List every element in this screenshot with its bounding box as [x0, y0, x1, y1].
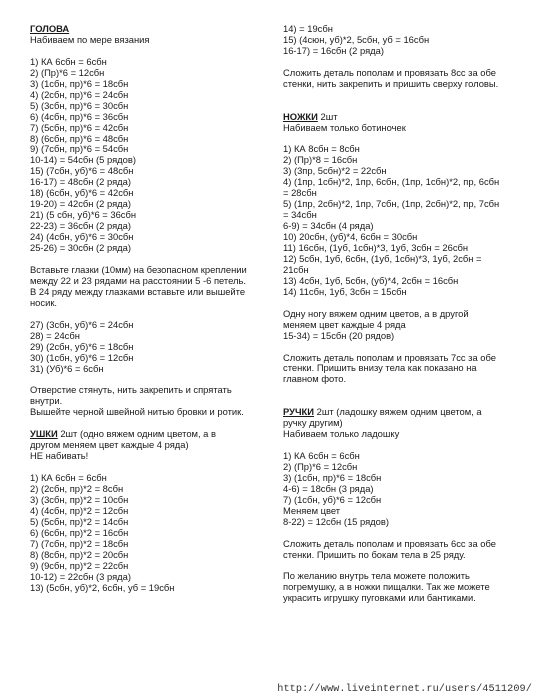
- pattern-row: 5) (1пр, 2сбн)*2, 1пр, 7сбн, (1пр, 2сбн)*2, пр, 7сбн: [283, 198, 500, 210]
- pattern-row: 2) (2сбн, пр)*2 = 8сбн: [30, 482, 124, 494]
- note-line: 15-34) = 15сбн (20 рядов): [283, 329, 395, 341]
- note-line: главном фото.: [283, 373, 347, 385]
- pattern-row: 5) (3сбн, пр)*6 = 30сбн: [30, 99, 129, 111]
- pattern-row: 2) (Пр)*6 = 12сбн: [283, 460, 358, 472]
- section-title-golova: ГОЛОВА: [30, 23, 70, 34]
- pattern-row: = 34сбн: [283, 209, 317, 221]
- ruchki-line-2: ручку другим): [283, 417, 343, 429]
- pattern-row: 6) (4сбн, пр)*6 = 36сбн: [30, 110, 129, 122]
- pattern-row: 31) (Уб)*6 = 6сбн: [30, 362, 104, 374]
- pattern-row: 7) (1сбн, уб)*6 = 12сбн: [283, 493, 382, 505]
- note-line: стенки, нить закрепить и пришить сверху головы.: [283, 77, 499, 89]
- ruchki-assembly-note: [283, 539, 528, 561]
- pattern-row: 5) (5сбн, пр)*2 = 14сбн: [30, 515, 129, 527]
- ushki-rows: [30, 473, 275, 593]
- pattern-row: 2) (Пр)*6 = 12сбн: [30, 66, 105, 78]
- pattern-row: 12) 5сбн, 1уб, 6сбн, (1уб, 1сбн)*3, 1уб, 2сбн =: [283, 252, 482, 264]
- pattern-row: 24) (4сбн, уб)*6 = 30сбн: [30, 231, 134, 243]
- pattern-row: 15) (7сбн, уб)*6 = 48сбн: [30, 165, 134, 177]
- pattern-row: 9) (9сбн, пр)*2 = 22сбн: [30, 559, 129, 571]
- pattern-row: 16-17) = 48сбн (2 ряда): [30, 176, 131, 188]
- pattern-row: 8) (6сбн, пр)*6 = 48сбн: [30, 132, 129, 144]
- pattern-row: 1) КА 6сбн = 6сбн: [283, 450, 360, 462]
- pattern-row: 1) КА 6сбн = 6сбн: [30, 55, 107, 67]
- pattern-row: 28) = 24сбн: [30, 329, 80, 341]
- pattern-row: 3) (1сбн, пр)*6 = 18сбн: [283, 471, 382, 483]
- pattern-row: 14) 11сбн, 1уб, 3сбн = 15сбн: [283, 285, 407, 297]
- ruchki-line-3: Набиваем только ладошку: [283, 428, 400, 440]
- pattern-row: 1) КА 6сбн = 6сбн: [30, 471, 107, 483]
- pattern-row: 10-14) = 54сбн (5 рядов): [30, 154, 136, 166]
- note-line: внутри.: [30, 395, 63, 407]
- pattern-row: 22-23) = 36сбн (2 ряда): [30, 220, 131, 232]
- golova-rows: [30, 57, 275, 254]
- pattern-row: 11) 16сбн, (1уб, 1сбн)*3, 1уб, 3сбн = 26сбн: [283, 242, 469, 253]
- nozhki-rows: [283, 144, 528, 297]
- nozhki-title-rest: 2шт: [317, 110, 338, 122]
- pattern-row: 30) (1сбн, уб)*6 = 12сбн: [30, 351, 134, 363]
- note-line: Вставьте глазки (10мм) на безопасном креплении: [30, 263, 247, 275]
- note-line: Одну ногу вяжем одним цветов, а в другой: [283, 307, 469, 319]
- section-title-nozhki: НОЖКИ: [283, 110, 318, 122]
- left-column: [30, 24, 275, 593]
- note-line: стенки. Пришить внизу тела как показано на: [283, 362, 477, 374]
- pattern-row: 6) (6сбн, пр)*2 = 16сбн: [30, 526, 129, 538]
- pattern-row: 7) (5сбн, пр)*6 = 42сбн: [30, 121, 129, 133]
- golova-finish-note: [30, 385, 275, 418]
- ushki-line-3: НЕ набивать!: [30, 450, 89, 462]
- note-line: Сложить деталь пополам и провязать 8сс за обе: [283, 66, 496, 78]
- section-title-ushki: УШКИ: [30, 428, 58, 440]
- pattern-row: Меняем цвет: [283, 504, 341, 516]
- pattern-row: 27) (3сбн, уб)*6 = 24сбн: [30, 318, 134, 330]
- golova-intro: Набиваем по мере вязания: [30, 33, 150, 45]
- pattern-row: 18) (6сбн, уб)*6 = 42сбн: [30, 187, 134, 199]
- pattern-row: 4) (2сбн, пр)*6 = 24сбн: [30, 88, 129, 100]
- pattern-row: 2) (Пр)*8 = 16сбн: [283, 154, 358, 166]
- pattern-row: 9) (7сбн, пр)*6 = 54сбн: [30, 143, 129, 155]
- section-title-ruchki: РУЧКИ: [283, 406, 315, 418]
- note-line: меняем цвет каждые 4 ряда: [283, 318, 406, 330]
- ruchki-extra-note: [283, 571, 528, 604]
- pattern-row: 4-6) = 18сбн (3 ряда): [283, 482, 374, 494]
- nozhki-assembly-note: [283, 353, 528, 386]
- pattern-row: 8-22) = 12сбн (15 рядов): [283, 515, 389, 527]
- pattern-row: 25-26) = 30сбн (2 ряда): [30, 242, 131, 254]
- pattern-row: 16-17) = 16сбн (2 ряда): [283, 44, 384, 56]
- pattern-row: 4) (1пр, 1сбн)*2, 1пр, 6сбн, (1пр, 1сбн)*2, пр, 6сбн: [283, 176, 500, 188]
- pattern-row: 13) 4сбн, 1уб, 5сбн, (уб)*4, 2сбн = 16сбн: [283, 274, 459, 286]
- nozhki-color-note: [283, 309, 528, 342]
- pattern-row: 10-12) = 22сбн (3 ряда): [30, 570, 131, 582]
- note-line: стенки. Пришить по бокам тела в 25 ряду.: [283, 548, 466, 560]
- note-line: между 22 и 23 рядами на расстоянии 5 -6 петель.: [30, 274, 246, 286]
- note-line: По желанию внутрь тела можете положить: [283, 570, 470, 582]
- ushki-assembly-note: [283, 68, 528, 90]
- nozhki-title-line: [283, 112, 528, 123]
- note-line: Сложить деталь пополам и провязать 7сс за обе: [283, 351, 496, 363]
- pattern-row: 3) (3сбн, пр)*2 = 10сбн: [30, 493, 129, 505]
- pattern-row: 29) (2сбн, уб)*6 = 18сбн: [30, 340, 134, 352]
- pattern-row: 3) (3пр, 5сбн)*2 = 22сбн: [283, 165, 387, 177]
- ruchki-rows: [283, 451, 528, 528]
- note-line: Вышейте черной швейной нитью бровки и ротик.: [30, 406, 244, 418]
- golova-eyes-note: [30, 265, 275, 309]
- note-line: Сложить деталь пополам и провязать 6сс за обе: [283, 537, 496, 549]
- pattern-row: 7) (7сбн, пр)*2 = 18сбн: [30, 537, 129, 549]
- pattern-row: 21) (5 сбн, уб)*6 = 36сбн: [30, 209, 137, 221]
- pattern-row: 19-20) = 42сбн (2 ряда): [30, 198, 131, 210]
- watermark-url: http://www.liveinternet.ru/users/4511209/: [277, 684, 532, 696]
- ruchki-title-rest: 2шт (ладошку вяжем одним цветом, а: [314, 406, 482, 418]
- pattern-row: 15) (4сюн, уб)*2, 5сбн, уб = 16сбн: [283, 33, 430, 45]
- pattern-row: 6-9) = 34сбн (4 ряда): [283, 220, 374, 232]
- ushki-title-rest: 2шт (одно вяжем одним цветом, а в: [57, 428, 216, 440]
- pattern-row: 21сбн: [283, 263, 309, 275]
- note-line: носик.: [30, 296, 58, 308]
- golova-rows-2: [30, 320, 275, 375]
- nozhki-intro: Набиваем только ботиночек: [283, 121, 406, 133]
- note-line: Отверстие стянуть, нить закрепить и спрятать: [30, 384, 232, 396]
- pattern-row: 14) = 19сбн: [283, 23, 333, 34]
- ushki-rows-continued: [283, 24, 528, 57]
- pattern-row: 8) (8сбн, пр)*2 = 20сбн: [30, 548, 129, 560]
- note-line: В 24 ряду между глазками вставьте или вышейте: [30, 285, 246, 297]
- pattern-row: 13) (5сбн, уб)*2, 6сбн, уб = 19сбн: [30, 581, 175, 593]
- right-column: [283, 24, 528, 604]
- ushki-line-2: другом меняем цвет каждые 4 ряда): [30, 439, 189, 451]
- note-line: погремушку, а в ножки пищалки. Так же можете: [283, 581, 490, 593]
- pattern-row: 4) (4сбн, пр)*2 = 12сбн: [30, 504, 129, 516]
- note-line: украсить игрушку пуговками или бантиками.: [283, 592, 476, 604]
- pattern-row: 3) (1сбн, пр)*6 = 18сбн: [30, 77, 129, 89]
- pattern-row: 1) КА 8сбн = 8сбн: [283, 143, 360, 155]
- pattern-row: = 28сбн: [283, 187, 317, 199]
- pattern-row: 10) 20сбн, (уб)*4, 6сбн = 30сбн: [283, 231, 418, 243]
